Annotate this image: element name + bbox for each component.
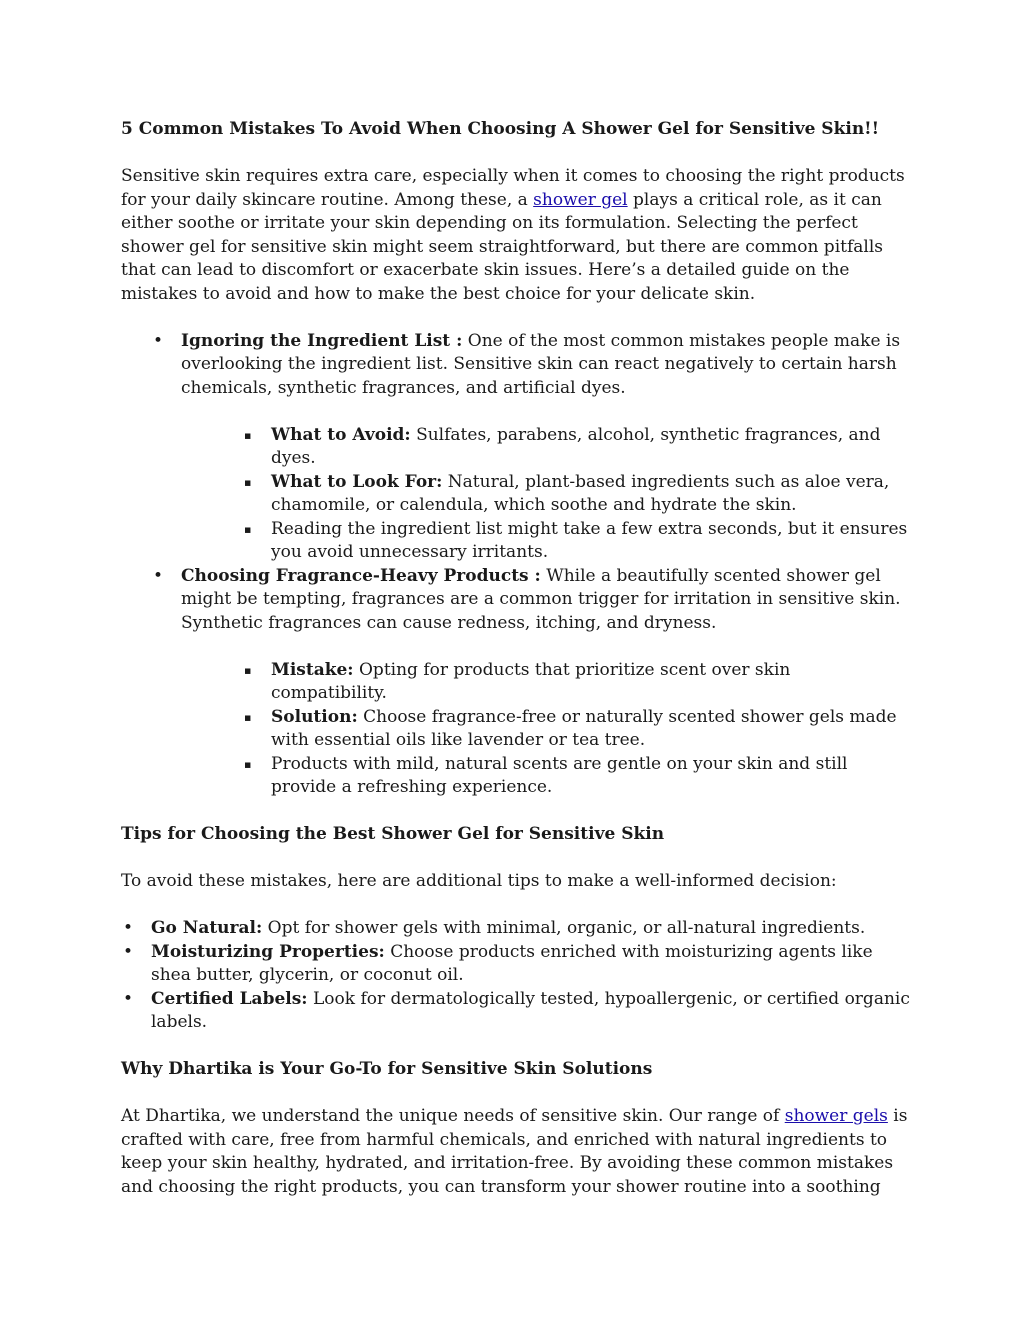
tip-label: Moisturizing Properties:	[151, 941, 385, 962]
square-bullet-icon: ▪	[244, 757, 252, 771]
sub-text: Natural, plant-based ingredients such as aloe vera, chamomile, or calendula, which soothe and hydrate the skin.	[271, 471, 890, 515]
list-item	[181, 753, 911, 800]
mistake-item-ingredients	[121, 330, 911, 565]
why-paragraph	[121, 1105, 911, 1199]
mistake-item-fragrance	[121, 565, 911, 800]
sub-text: Sulfates, parabens, alcohol, synthetic fragrances, and dyes.	[271, 424, 881, 468]
tip-text: Opt for shower gels with minimal, organic, or all-natural ingredients.	[262, 918, 866, 938]
mistake-text: One of the most common mistakes people make is overlooking the ingredient list. Sensitive skin can react negatively to certain harsh chemicals, synthetic fragrances, and artificial dyes.	[181, 330, 901, 398]
sub-label: Solution:	[271, 706, 358, 727]
sub-text: Choose fragrance-free or naturally scented shower gels made with essential oils like lavender or tea tree.	[271, 706, 897, 750]
bullet-icon: •	[123, 941, 134, 962]
sub-text: Opting for products that prioritize scent over skin compatibility.	[271, 659, 791, 703]
tips-heading: Tips for Choosing the Best Shower Gel for Sensitive Skin	[121, 824, 665, 844]
mistake-sublist	[181, 659, 911, 800]
tips-list	[121, 917, 911, 1035]
why-text-end: is crafted with care, free from harmful chemicals, and enriched with natural ingredients to keep your skin healthy, hydrated, and irritation-free. By avoiding these common mistakes and choosing the right products, you can transform your shower routine into a soothing	[121, 1106, 908, 1197]
square-bullet-icon: ▪	[244, 710, 252, 724]
tip-label: Certified Labels:	[151, 988, 308, 1009]
tips-intro: To avoid these mistakes, here are additional tips to make a well-informed decision:	[121, 871, 837, 891]
page-title: 5 Common Mistakes To Avoid When Choosing A Shower Gel for Sensitive Skin!!	[121, 119, 880, 139]
square-bullet-icon: ▪	[244, 428, 252, 442]
sub-text: Reading the ingredient list might take a few extra seconds, but it ensures you avoid unnecessary irritants.	[271, 518, 908, 562]
list-item	[121, 988, 911, 1035]
list-item	[181, 471, 911, 518]
list-item	[181, 706, 911, 753]
shower-gels-link[interactable]: shower gels	[784, 1106, 888, 1126]
shower-gel-link[interactable]: shower gel	[533, 189, 628, 210]
list-item	[181, 424, 911, 471]
bullet-icon: •	[123, 918, 134, 938]
mistake-text: While a beautifully scented shower gel might be tempting, fragrances are a common trigger for irritation in sensitive skin. Synthetic fragrances can cause redness, itching, and dryness.	[181, 565, 901, 633]
square-bullet-icon: ▪	[244, 475, 252, 489]
bullet-icon: •	[153, 330, 164, 351]
bullet-icon: •	[153, 565, 164, 586]
mistakes-list	[121, 330, 911, 800]
square-bullet-icon: ▪	[244, 663, 252, 677]
mistake-heading: Choosing Fragrance-Heavy Products :	[181, 565, 541, 586]
tip-text: Choose products enriched with moisturizing agents like shea butter, glycerin, or coconut oil.	[151, 941, 873, 985]
square-bullet-icon: ▪	[244, 522, 252, 536]
sub-label: What to Look For:	[271, 471, 443, 492]
mistake-sublist	[181, 424, 911, 565]
list-item	[121, 941, 911, 988]
document-page	[121, 118, 911, 1199]
why-heading: Why Dhartika is Your Go-To for Sensitive Skin Solutions	[121, 1059, 653, 1079]
list-item	[181, 518, 911, 565]
mistake-heading: Ignoring the Ingredient List :	[181, 330, 463, 351]
intro-paragraph	[121, 165, 911, 306]
intro-text-end: plays a critical role, as it can either soothe or irritate your skin depending on its formulation. Selecting the perfect shower gel for sensitive skin might seem straightforward, but there are common pitfalls that can lead to discomfort or exacerbate skin issues. Here’s a detailed guide on the mistakes to avoid and how to make the best choice for your delicate skin.	[121, 189, 883, 304]
sub-label: What to Avoid:	[271, 424, 411, 445]
sub-text: Products with mild, natural scents are gentle on your skin and still provide a refreshing experience.	[271, 753, 848, 797]
tip-label: Go Natural:	[151, 918, 263, 938]
why-text-start: At Dhartika, we understand the unique needs of sensitive skin. Our range of	[121, 1106, 785, 1126]
list-item	[181, 659, 911, 706]
bullet-icon: •	[123, 988, 134, 1009]
intro-text-start: Sensitive skin requires extra care, especially when it comes to choosing the right products for your daily skincare routine. Among these, a	[121, 166, 905, 210]
sub-label: Mistake:	[271, 659, 354, 680]
tip-text: Look for dermatologically tested, hypoallergenic, or certified organic labels.	[151, 988, 910, 1032]
list-item	[121, 917, 911, 941]
